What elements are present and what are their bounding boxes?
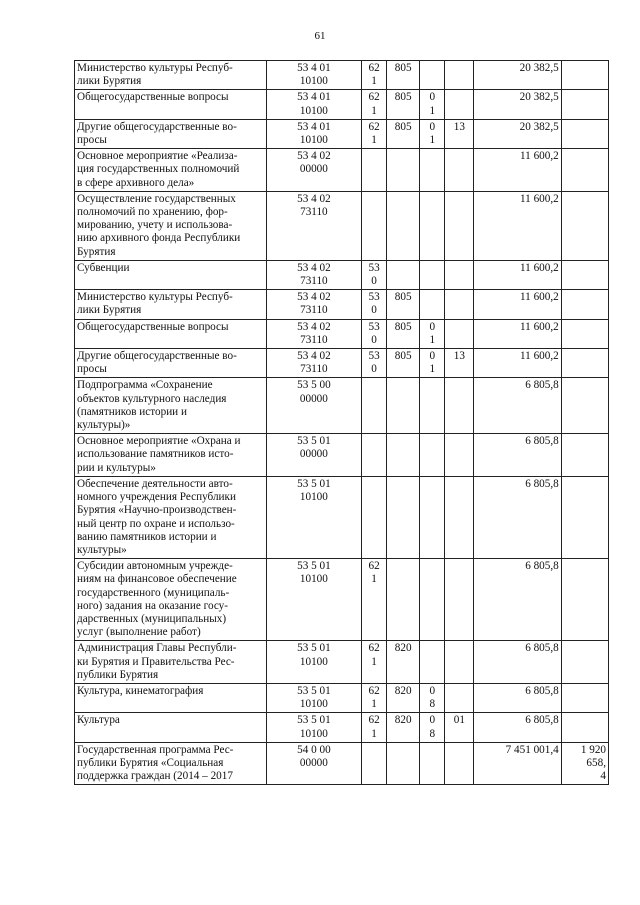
target-code-cell: 53 5 01 10100 — [266, 641, 361, 684]
amount-cell: 6 805,8 — [474, 683, 561, 712]
section-cell — [420, 476, 445, 558]
row-name-cell — [75, 119, 267, 148]
expense-type-cell: 53 0 — [362, 319, 387, 348]
amount-cell: 6 805,8 — [474, 434, 561, 477]
expense-type-cell — [362, 742, 387, 785]
amount-cell: 20 382,5 — [474, 61, 561, 90]
amount-2-cell — [561, 319, 608, 348]
amount-2-cell — [561, 683, 608, 712]
expense-type-cell: 62 1 — [362, 119, 387, 148]
target-code-cell: 53 5 00 00000 — [266, 378, 361, 434]
page-number: 61 — [314, 30, 326, 42]
department-cell: 820 — [387, 641, 420, 684]
subsection-cell: 13 — [445, 119, 474, 148]
row-name-text: Общегосударственные вопросы — [77, 320, 229, 333]
subsection-cell — [445, 260, 474, 289]
amount-cell: 11 600,2 — [474, 260, 561, 289]
subsection-cell — [445, 742, 474, 785]
target-code-cell: 54 0 00 00000 — [266, 742, 361, 785]
amount-2-cell — [561, 90, 608, 119]
department-cell: 805 — [387, 349, 420, 378]
table-row — [75, 713, 609, 742]
row-name-text: Подпрограмма «Сохранение объектов культурного наследия (памятников истории и культуры)» — [77, 379, 227, 432]
subsection-cell — [445, 90, 474, 119]
section-cell — [420, 149, 445, 192]
row-name-text: Субсидии автономным учрежде- ниям на финансовое обеспечение государственного (муниципаль- ного) задания на оказание госу- дарственных (муниципальных) услуг (выполнение работ) — [77, 560, 237, 639]
amount-2-cell — [561, 378, 608, 434]
subsection-cell — [445, 61, 474, 90]
expense-type-cell: 62 1 — [362, 61, 387, 90]
table-body — [75, 61, 609, 785]
target-code-cell: 53 4 02 73110 — [266, 191, 361, 260]
row-name-text: Общегосударственные вопросы — [77, 91, 229, 104]
row-name-cell — [75, 713, 267, 742]
section-cell — [420, 260, 445, 289]
section-cell — [420, 378, 445, 434]
amount-cell: 11 600,2 — [474, 349, 561, 378]
table-row — [75, 149, 609, 192]
row-name-cell — [75, 349, 267, 378]
expense-type-cell: 53 0 — [362, 349, 387, 378]
row-name-cell — [75, 90, 267, 119]
amount-2-cell — [561, 149, 608, 192]
row-name-text: Субвенции — [77, 261, 130, 274]
expense-type-cell: 53 0 — [362, 260, 387, 289]
subsection-cell: 01 — [445, 713, 474, 742]
expense-type-cell: 62 1 — [362, 683, 387, 712]
amount-cell: 6 805,8 — [474, 476, 561, 558]
amount-2-cell — [561, 290, 608, 319]
budget-table — [74, 60, 609, 785]
row-name-cell — [75, 683, 267, 712]
expense-type-cell: 62 1 — [362, 90, 387, 119]
section-cell: 0 1 — [420, 319, 445, 348]
target-code-cell: 53 4 02 00000 — [266, 149, 361, 192]
target-code-cell: 53 4 02 73110 — [266, 290, 361, 319]
amount-cell: 6 805,8 — [474, 559, 561, 641]
amount-cell: 11 600,2 — [474, 319, 561, 348]
target-code-cell: 53 4 01 10100 — [266, 61, 361, 90]
department-cell: 805 — [387, 61, 420, 90]
table-row — [75, 434, 609, 477]
row-name-cell — [75, 149, 267, 192]
section-cell — [420, 641, 445, 684]
subsection-cell — [445, 476, 474, 558]
row-name-text: Основное мероприятие «Охрана и использование памятников исто- рии и культуры» — [77, 435, 241, 474]
section-cell — [420, 61, 445, 90]
amount-cell: 20 382,5 — [474, 90, 561, 119]
expense-type-cell — [362, 476, 387, 558]
expense-type-cell: 62 1 — [362, 559, 387, 641]
section-cell: 0 1 — [420, 119, 445, 148]
table-row — [75, 61, 609, 90]
amount-2-cell — [561, 191, 608, 260]
subsection-cell — [445, 290, 474, 319]
subsection-cell — [445, 191, 474, 260]
department-cell — [387, 742, 420, 785]
subsection-cell — [445, 559, 474, 641]
row-name-cell — [75, 434, 267, 477]
table-row — [75, 191, 609, 260]
row-name-cell — [75, 559, 267, 641]
table-row — [75, 119, 609, 148]
row-name-cell — [75, 260, 267, 289]
expense-type-cell — [362, 149, 387, 192]
target-code-cell: 53 5 01 10100 — [266, 476, 361, 558]
amount-cell: 11 600,2 — [474, 149, 561, 192]
section-cell — [420, 434, 445, 477]
department-cell — [387, 476, 420, 558]
department-cell: 805 — [387, 290, 420, 319]
table-row — [75, 260, 609, 289]
amount-2-cell — [561, 641, 608, 684]
table-row — [75, 319, 609, 348]
amount-2-cell — [561, 713, 608, 742]
row-name-cell — [75, 319, 267, 348]
section-cell: 0 8 — [420, 683, 445, 712]
subsection-cell — [445, 683, 474, 712]
amount-2-cell — [561, 119, 608, 148]
amount-2-cell — [561, 349, 608, 378]
subsection-cell — [445, 149, 474, 192]
subsection-cell — [445, 378, 474, 434]
expense-type-cell — [362, 434, 387, 477]
row-name-text: Обеспечение деятельности авто- номного учреждения Республики Бурятия «Научно-производствен- ный центр по охране и использо- ванию памятников истории и культуры» — [77, 477, 237, 556]
table-row — [75, 349, 609, 378]
section-cell — [420, 742, 445, 785]
expense-type-cell — [362, 378, 387, 434]
subsection-cell — [445, 319, 474, 348]
row-name-text: Осуществление государственных полномочий по хранению, фор- мированию, учету и использова- нию архивного фонда Республики Бурятия — [77, 192, 241, 258]
table-row — [75, 742, 609, 785]
table-row — [75, 476, 609, 558]
target-code-cell: 53 4 01 10100 — [266, 119, 361, 148]
department-cell: 820 — [387, 683, 420, 712]
table-row — [75, 559, 609, 641]
row-name-cell — [75, 378, 267, 434]
subsection-cell — [445, 434, 474, 477]
subsection-cell: 13 — [445, 349, 474, 378]
amount-2-cell — [561, 61, 608, 90]
target-code-cell: 53 4 02 73110 — [266, 319, 361, 348]
amount-2-cell — [561, 476, 608, 558]
department-cell: 820 — [387, 713, 420, 742]
row-name-cell — [75, 476, 267, 558]
expense-type-cell: 62 1 — [362, 713, 387, 742]
subsection-cell — [445, 641, 474, 684]
department-cell — [387, 191, 420, 260]
department-cell — [387, 149, 420, 192]
row-name-text: Культура — [77, 714, 120, 727]
table-row — [75, 90, 609, 119]
department-cell — [387, 260, 420, 289]
row-name-text: Министерство культуры Респуб- лики Бурятия — [77, 291, 233, 317]
row-name-text: Администрация Главы Республи- ки Бурятия и Правительства Рес- публики Бурятия — [77, 642, 237, 681]
amount-cell: 11 600,2 — [474, 191, 561, 260]
amount-cell: 20 382,5 — [474, 119, 561, 148]
target-code-cell: 53 5 01 10100 — [266, 559, 361, 641]
row-name-text: Министерство культуры Респуб- лики Бурятия — [77, 62, 233, 88]
department-cell: 805 — [387, 90, 420, 119]
target-code-cell: 53 5 01 10100 — [266, 683, 361, 712]
department-cell — [387, 559, 420, 641]
row-name-text: Основное мероприятие «Реализа- ция государственных полномочий в сфере архивного дела» — [77, 150, 240, 189]
amount-2-cell: 1 920 658, 4 — [561, 742, 608, 785]
department-cell — [387, 378, 420, 434]
row-name-text: Культура, кинематография — [77, 684, 204, 697]
row-name-cell — [75, 191, 267, 260]
expense-type-cell — [362, 191, 387, 260]
target-code-cell: 53 5 01 10100 — [266, 713, 361, 742]
row-name-cell — [75, 742, 267, 785]
section-cell — [420, 191, 445, 260]
target-code-cell: 53 5 01 00000 — [266, 434, 361, 477]
table-row — [75, 378, 609, 434]
section-cell: 0 1 — [420, 349, 445, 378]
row-name-text: Другие общегосударственные во- просы — [77, 350, 237, 376]
amount-cell: 6 805,8 — [474, 713, 561, 742]
amount-cell: 7 451 001,4 — [474, 742, 561, 785]
table-row — [75, 290, 609, 319]
department-cell: 805 — [387, 119, 420, 148]
department-cell: 805 — [387, 319, 420, 348]
amount-cell: 6 805,8 — [474, 641, 561, 684]
row-name-text: Другие общегосударственные во- просы — [77, 120, 237, 147]
row-name-cell — [75, 61, 267, 90]
row-name-cell — [75, 641, 267, 684]
target-code-cell: 53 4 01 10100 — [266, 90, 361, 119]
section-cell: 0 8 — [420, 713, 445, 742]
section-cell — [420, 290, 445, 319]
target-code-cell: 53 4 02 73110 — [266, 349, 361, 378]
section-cell: 0 1 — [420, 90, 445, 119]
amount-cell: 6 805,8 — [474, 378, 561, 434]
section-cell — [420, 559, 445, 641]
amount-2-cell — [561, 434, 608, 477]
table-row — [75, 641, 609, 684]
expense-type-cell: 53 0 — [362, 290, 387, 319]
department-cell — [387, 434, 420, 477]
table-row — [75, 683, 609, 712]
row-name-text: Государственная программа Рес- публики Бурятия «Социальная поддержка граждан (2014 – 2017 — [77, 743, 234, 783]
amount-2-cell — [561, 260, 608, 289]
amount-cell: 11 600,2 — [474, 290, 561, 319]
amount-2-cell — [561, 559, 608, 641]
target-code-cell: 53 4 02 73110 — [266, 260, 361, 289]
row-name-cell — [75, 290, 267, 319]
expense-type-cell: 62 1 — [362, 641, 387, 684]
